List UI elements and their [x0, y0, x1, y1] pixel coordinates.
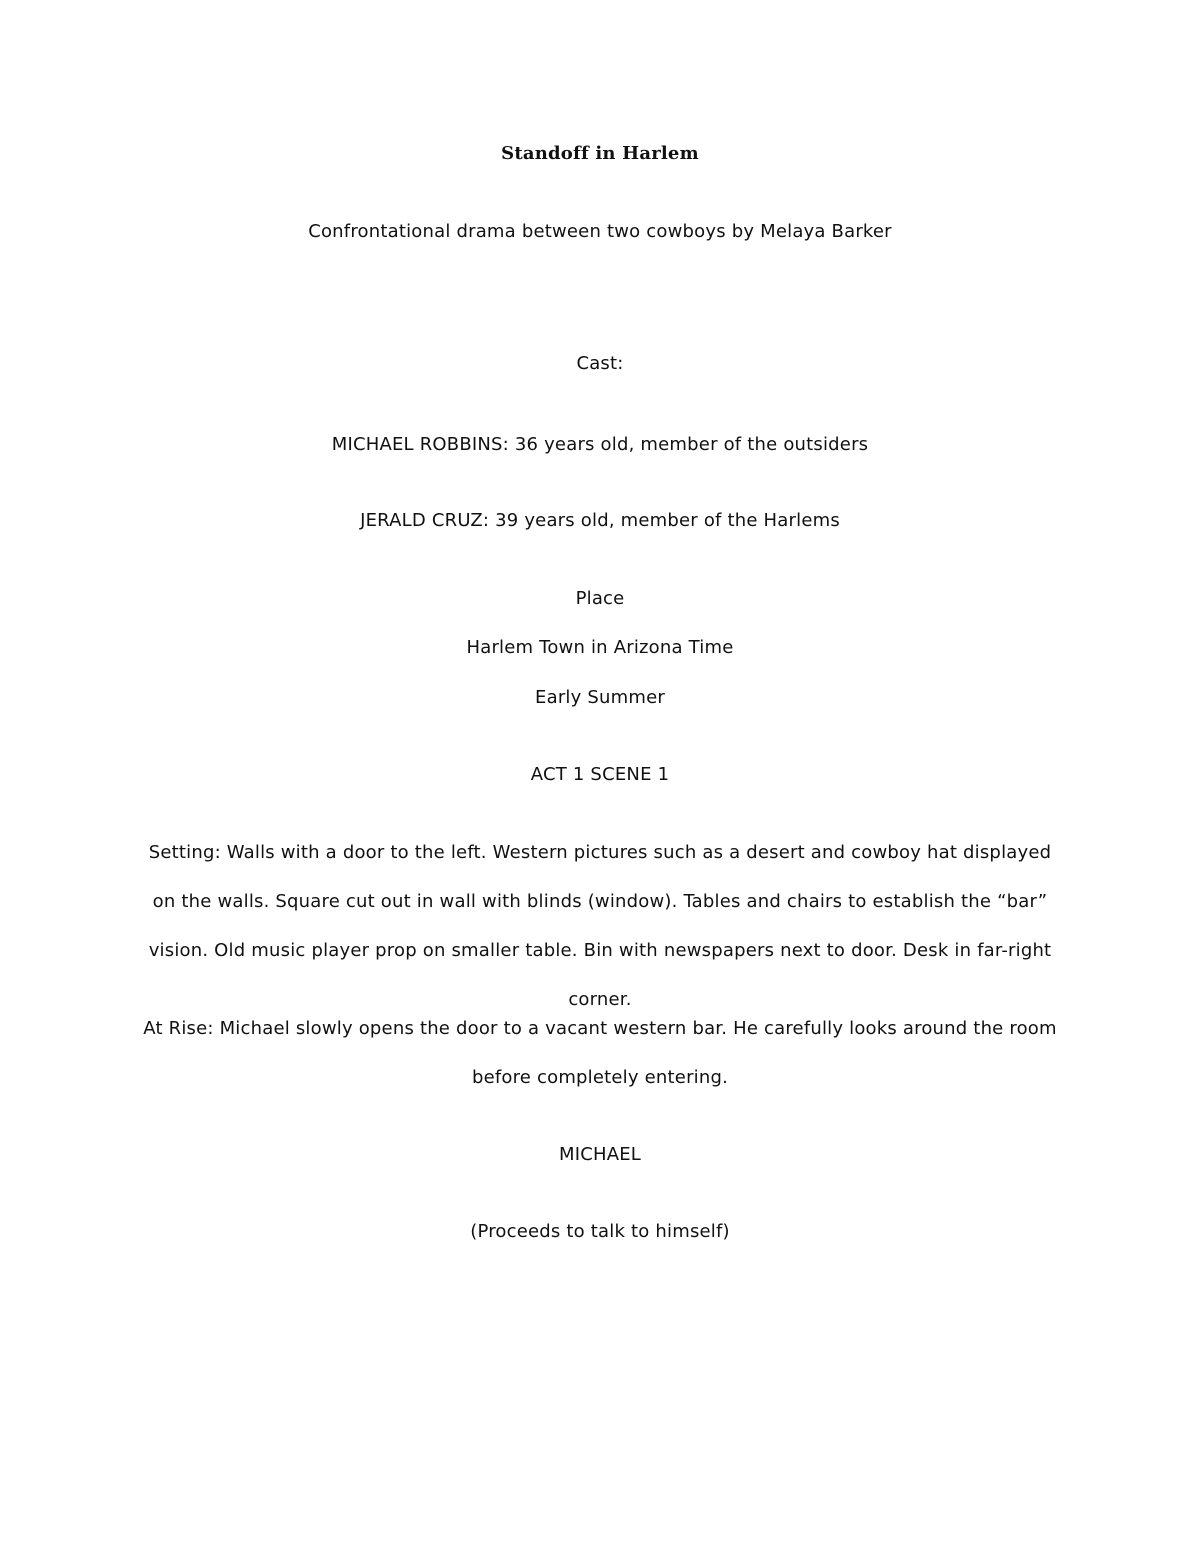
- at-rise-paragraph: At Rise: Michael slowly opens the door to a vacant western bar. He carefully looks around the room before completely entering.: [143, 1018, 1057, 1088]
- stage-direction: (Proceeds to talk to himself): [470, 1221, 730, 1242]
- character-name: MICHAEL: [558, 1144, 642, 1165]
- place-line: Harlem Town in Arizona Time: [466, 637, 734, 658]
- time-line: Early Summer: [535, 687, 665, 708]
- setting-paragraph: Setting: Walls with a door to the left. Western pictures such as a desert and cowboy hat displayed on the walls. Square cut out in wall with blinds (window). Tables and chairs to establish the “bar” vision. Old music player prop on smaller table. Bin with newspapers next to door. Desk in far-right corner.: [148, 842, 1052, 1010]
- cast-heading: Cast:: [576, 353, 624, 374]
- play-title: Standoff in Harlem: [501, 143, 699, 164]
- place-heading: Place: [575, 588, 625, 609]
- cast-member-michael: MICHAEL ROBBINS: 36 years old, member of the outsiders: [331, 434, 869, 455]
- cast-member-jerald: JERALD CRUZ: 39 years old, member of the Harlems: [360, 510, 840, 531]
- play-subtitle: Confrontational drama between two cowboys by Melaya Barker: [308, 221, 892, 242]
- act-scene-heading: ACT 1 SCENE 1: [530, 764, 670, 785]
